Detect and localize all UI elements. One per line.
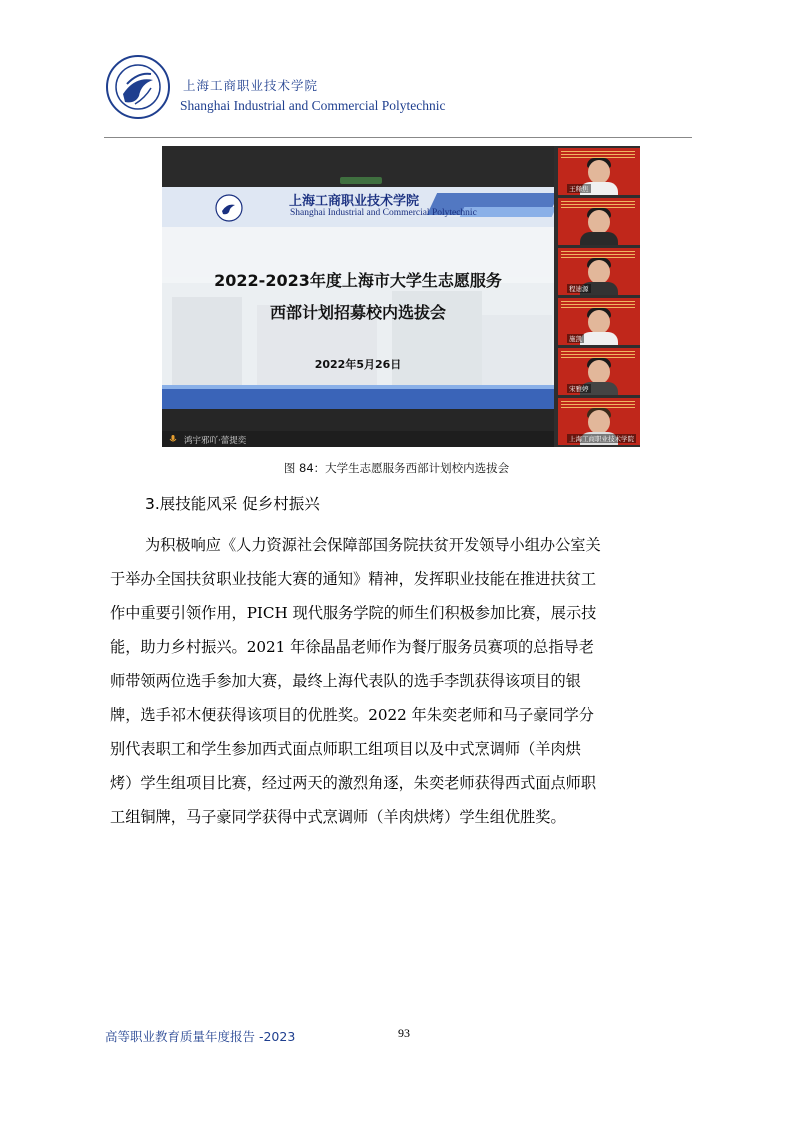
paragraph-line: 作中重要引领作用，PICH 现代服务学院的师生们积极参加比赛，展示技 [110,604,597,622]
participant-tile [558,398,640,445]
participant-tile [558,298,640,345]
paragraph-line: 别代表职工和学生参加西式面点师职工组项目以及中式烹调师（羊肉烘 [110,740,581,758]
paragraph-line: 于举办全国扶贫职业技能大赛的通知》精神，发挥职业技能在推进扶贫工 [110,570,596,588]
paragraph-line: 为积极响应《人力资源社会保障部国务院扶贫开发领导小组办公室关 [145,536,601,554]
sharing-indicator [340,177,382,184]
school-seal-icon [105,54,171,120]
slide-seal-icon [215,194,243,222]
participant-tile [558,148,640,195]
participant-name: 王释焦 [569,185,589,193]
participant-tiles [554,146,640,447]
participant-name: 程迪源 [569,285,589,293]
header-divider [104,137,692,138]
slide-school-name-en: Shanghai Industrial and Commercial Polytechnic [290,208,477,218]
participant-tile [558,248,640,295]
participant-tile [558,198,640,245]
slide-title-line2: 西部计划招募校内选拔会 [269,303,446,322]
meeting-screenshot [162,146,640,447]
paragraph-line: 工组铜牌，马子豪同学获得中式烹调师（羊肉烘烤）学生组优胜奖。 [110,808,566,826]
header-school-name-cn: 上海工商职业技术学院 [183,78,319,93]
header-school-name-en: Shanghai Industrial and Commercial Polytechnic [180,98,446,113]
paragraph-line: 能，助力乡村振兴。2021 年徐晶晶老师作为餐厅服务员赛项的总指导老 [110,638,594,656]
participant-name: 施凯 [569,335,582,343]
section-title: 3.展技能风采 促乡村振兴 [145,495,320,513]
shared-screen [162,146,554,447]
presentation-slide [162,187,554,409]
participant-tile [558,348,640,395]
figure-caption: 图 84：大学生志愿服务西部计划校内选拔会 [283,461,510,475]
sharer-name: 鸿宇邪吖·蕾提奕 [184,436,247,446]
paragraph-line: 烤）学生组项目比赛，经过两天的激烈角逐，朱奕老师获得西式面点师职 [110,774,596,792]
paragraph-line: 牌，选手祁木便获得该项目的优胜奖。2022 年朱奕老师和马子豪同学分 [110,706,594,724]
participant-name: 宋雅婷 [569,385,589,393]
microphone-icon [168,434,178,444]
slide-title-line1: 2022-2023年度上海市大学生志愿服务 [214,271,502,290]
footer-report-title: 高等职业教育质量年度报告 -2023 [105,1029,296,1044]
page-number: 93 [398,1026,410,1040]
paragraph-line: 师带领两位选手参加大赛，最终上海代表队的选手李凯获得该项目的银 [110,672,581,690]
slide-school-name-cn: 上海工商职业技术学院 [289,194,420,209]
slide-date: 2022年5月26日 [314,358,402,371]
participant-name: 上海工商职业技术学院 [569,435,634,443]
